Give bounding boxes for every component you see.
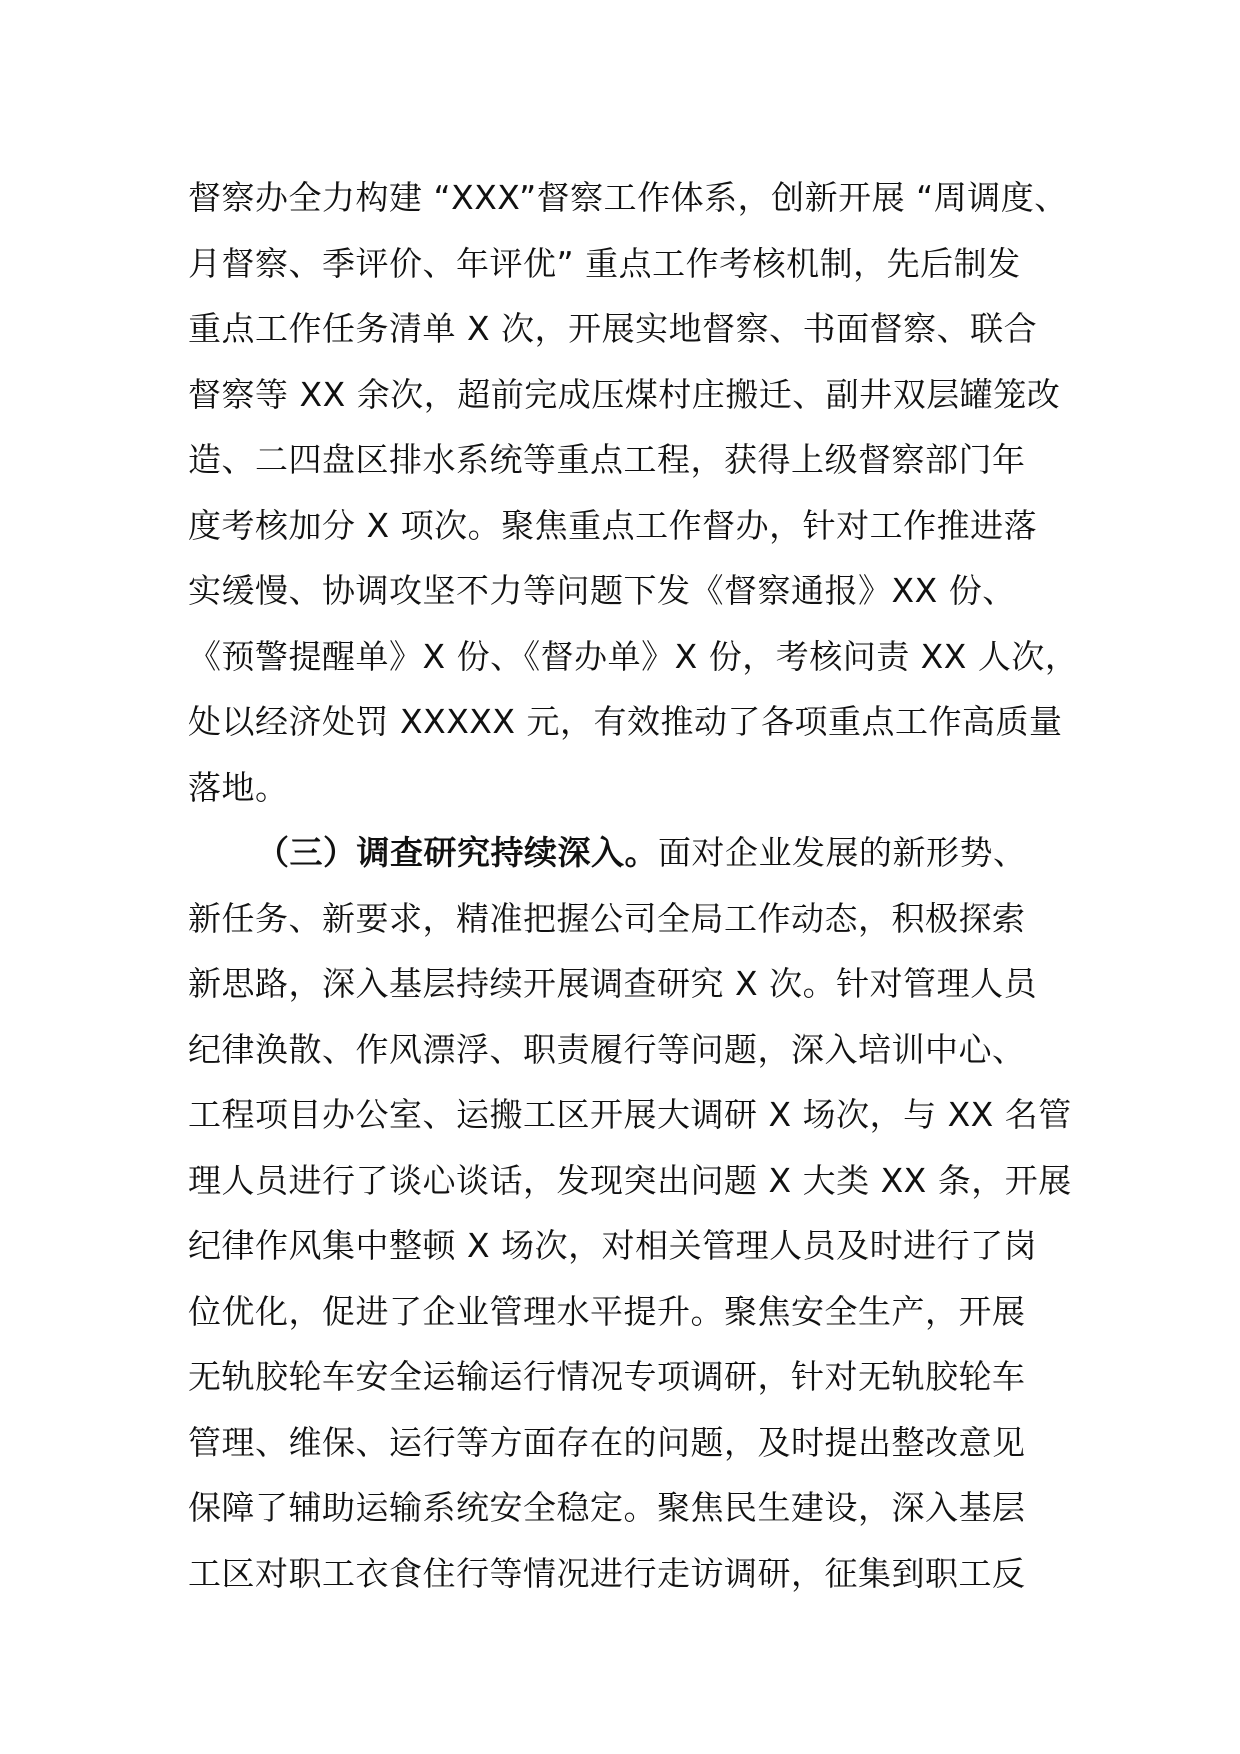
- text-line: 实缓慢、协调攻坚不力等问题下发《督察通报》XX 份、: [188, 571, 1016, 610]
- text-line: 造、二四盘区排水系统等重点工程，获得上级督察部门年: [188, 440, 1026, 479]
- heading-line-rest: 面对企业发展的新形势、: [658, 833, 1027, 872]
- text-line: 督察办全力构建 “XXX”督察工作体系，创新开展 “周调度、: [188, 178, 1068, 217]
- text-line: 工区对职工衣食住行等情况进行走访调研，征集到职工反: [188, 1553, 1026, 1593]
- text-line: 《预警提醒单》X 份、《督办单》X 份，考核问责 XX 人次，: [188, 636, 1079, 676]
- paragraph-research: [188, 820, 1088, 1606]
- text-line: 新思路，深入基层持续开展调查研究 X 次。针对管理人员: [188, 964, 1038, 1003]
- section-heading: （三）调查研究持续深入。: [256, 833, 658, 872]
- text-line: 管理、维保、运行等方面存在的问题，及时提出整改意见: [188, 1422, 1026, 1462]
- text-line: 处以经济处罚 XXXXX 元，有效推动了各项重点工作高质量: [188, 702, 1063, 741]
- text-line-with-heading: [188, 820, 1088, 886]
- document-body: [188, 165, 1088, 1606]
- text-line: 理人员进行了谈心谈话，发现突出问题 X 大类 XX 条，开展: [188, 1160, 1072, 1200]
- text-line: 度考核加分 X 项次。聚焦重点工作督办，针对工作推进落: [188, 505, 1038, 545]
- text-line: 工程项目办公室、运搬工区开展大调研 X 场次，与 XX 名管: [188, 1095, 1072, 1134]
- text-line: 月督察、季评价、年评优” 重点工作考核机制，先后制发: [188, 243, 1021, 283]
- text-line: 督察等 XX 余次，超前完成压煤村庄搬迁、副井双层罐笼改: [188, 374, 1061, 414]
- text-line: 位优化，促进了企业管理水平提升。聚焦安全生产，开展: [188, 1291, 1026, 1331]
- text-line: 纪律作风集中整顿 X 场次，对相关管理人员及时进行了岗: [188, 1226, 1038, 1265]
- paragraph-supervision: [188, 165, 1088, 820]
- text-line: 纪律涣散、作风漂浮、职责履行等问题，深入培训中心、: [188, 1029, 1026, 1069]
- text-line: 重点工作任务清单 X 次，开展实地督察、书面督察、联合: [188, 309, 1038, 348]
- text-line: 无轨胶轮车安全运输运行情况专项调研，针对无轨胶轮车: [188, 1357, 1026, 1396]
- text-line: 落地。: [188, 767, 289, 807]
- text-line: 保障了辅助运输系统安全稳定。聚焦民生建设，深入基层: [188, 1488, 1026, 1527]
- text-line: 新任务、新要求，精准把握公司全局工作动态，积极探索: [188, 898, 1026, 938]
